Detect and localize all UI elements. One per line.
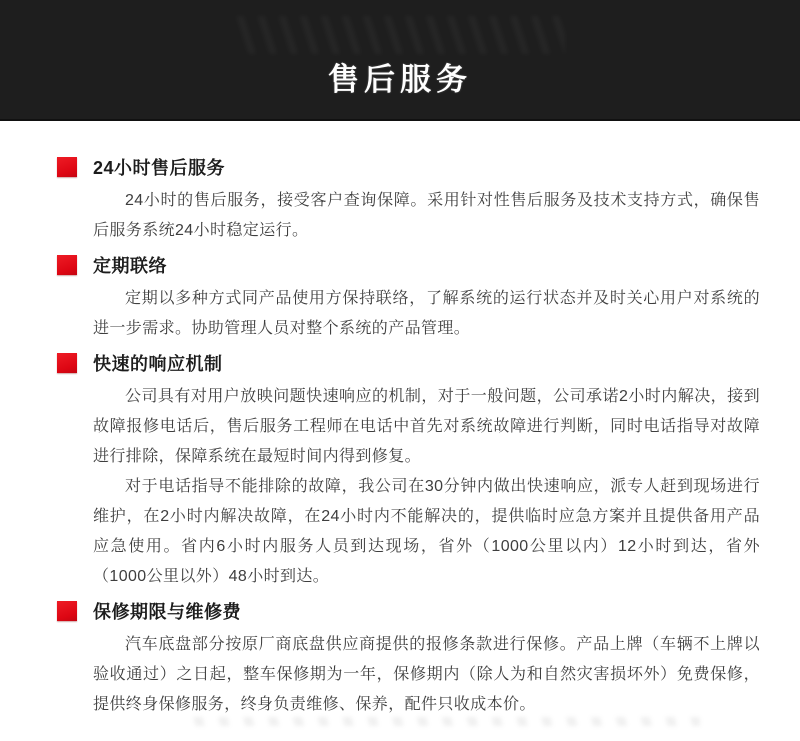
section-24h-service	[57, 156, 760, 246]
section-warranty-fees	[57, 600, 760, 720]
section-paragraph: 公司具有对用户放映问题快速响应的机制，对于一般问题，公司承诺2小时内解决，接到故障报修电话后，售后服务工程师在电话中首先对系统故障进行判断，同时电话指导对故障进行排除，保障系统在最短时间内得到修复。	[93, 388, 760, 465]
content-area	[0, 121, 800, 720]
section-regular-contact	[57, 254, 760, 344]
section-header	[57, 600, 760, 622]
section-paragraph: 24小时的售后服务，接受客户查询保障。采用针对性售后服务及技术支持方式，确保售后服务系统24小时稳定运行。	[93, 192, 760, 239]
section-heading: 保修期限与维修费	[93, 602, 241, 622]
section-paragraph: 汽车底盘部分按原厂商底盘供应商提供的报修条款进行保修。产品上牌（车辆不上牌以验收通过）之日起，整车保修期为一年，保修期内（除人为和自然灾害损坏外）免费保修，提供终身保修服务，终身负责维修、保养，配件只收成本价。	[93, 636, 760, 713]
red-square-bullet-icon	[57, 601, 77, 621]
section-header	[57, 352, 760, 374]
section-heading: 快速的响应机制	[93, 354, 223, 374]
header-banner	[0, 0, 800, 121]
red-square-bullet-icon	[57, 353, 77, 373]
section-header	[57, 254, 760, 276]
section-heading: 24小时售后服务	[93, 158, 226, 178]
section-paragraph: 对于电话指导不能排除的故障，我公司在30分钟内做出快速响应，派专人赶到现场进行维护，在2小时内解决故障，在24小时内不能解决的，提供临时应急方案并且提供备用产品应急使用。省内6小时内服务人员到达现场，省外（1000公里以内）12小时到达，省外（1000公里以外）48小时到达。	[93, 478, 760, 585]
section-rapid-response	[57, 352, 760, 592]
section-heading: 定期联络	[93, 256, 167, 276]
red-square-bullet-icon	[57, 255, 77, 275]
red-square-bullet-icon	[57, 157, 77, 177]
section-paragraph: 定期以多种方式同产品使用方保持联络，了解系统的运行状态并及时关心用户对系统的进一步需求。协助管理人员对整个系统的产品管理。	[93, 290, 760, 337]
watermark-ghost	[235, 16, 565, 54]
section-header	[57, 156, 760, 178]
page-title: 售后服务	[328, 62, 472, 97]
